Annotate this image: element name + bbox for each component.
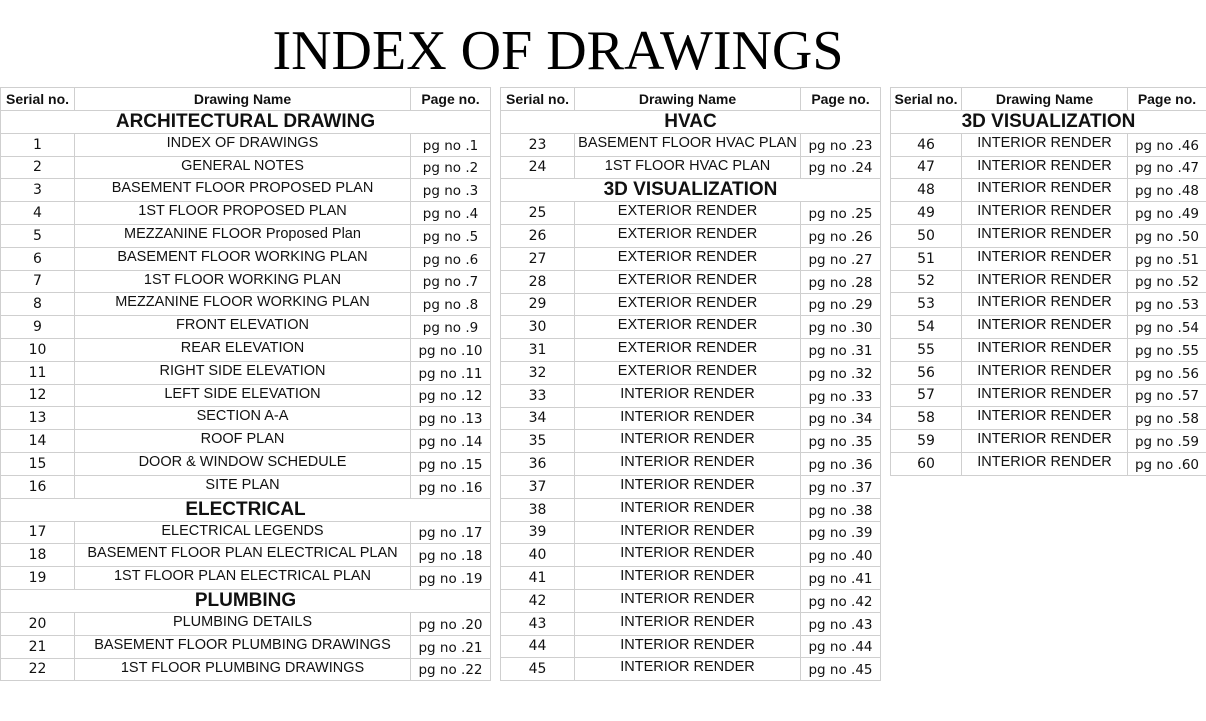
page-number: pg no .30 [801,316,881,339]
drawing-name: INTERIOR RENDER [575,635,801,658]
serial-number: 22 [1,658,75,681]
table-row [1,544,491,567]
section-heading: HVAC [501,110,881,133]
table-row [501,407,881,430]
serial-number: 59 [891,430,962,453]
page-number: pg no .17 [411,521,491,544]
table-row [1,270,491,293]
drawing-name: INTERIOR RENDER [962,316,1128,339]
page-number: pg no .48 [1128,179,1206,202]
serial-number: 43 [501,612,575,635]
drawing-name: BASEMENT FLOOR HVAC PLAN [575,133,801,156]
header-drawing-name: Drawing Name [575,88,801,111]
page-number: pg no .36 [801,453,881,476]
drawing-name: EXTERIOR RENDER [575,361,801,384]
page-number: pg no .34 [801,407,881,430]
table-row [501,225,881,248]
drawing-name: INTERIOR RENDER [575,567,801,590]
table-row [501,589,881,612]
serial-number: 5 [1,224,75,247]
page-number: pg no .9 [411,316,491,339]
page-number: pg no .24 [801,156,881,179]
serial-number: 49 [891,202,962,225]
drawing-name: MEZZANINE FLOOR Proposed Plan [75,224,411,247]
drawing-name: INTERIOR RENDER [962,270,1128,293]
table-row [1,224,491,247]
table-row [891,452,1206,475]
page-number: pg no .57 [1128,384,1206,407]
page-number: pg no .26 [801,225,881,248]
table-row [1,338,491,361]
page-number: pg no .18 [411,544,491,567]
serial-number: 17 [1,521,75,544]
table-row [1,133,491,156]
serial-number: 19 [1,567,75,590]
drawing-name: DOOR & WINDOW SCHEDULE [75,452,411,475]
table-row [501,453,881,476]
table-row [501,567,881,590]
drawing-name: INTERIOR RENDER [962,156,1128,179]
page-number: pg no .42 [801,589,881,612]
page-number: pg no .32 [801,361,881,384]
table-row [501,339,881,362]
drawing-name: RIGHT SIDE ELEVATION [75,361,411,384]
drawing-name: EXTERIOR RENDER [575,225,801,248]
serial-number: 36 [501,453,575,476]
serial-number: 12 [1,384,75,407]
drawing-name: INTERIOR RENDER [962,133,1128,156]
table-row [891,247,1206,270]
page-number: pg no .52 [1128,270,1206,293]
table-row [1,202,491,225]
page-number: pg no .51 [1128,247,1206,270]
page-number: pg no .44 [801,635,881,658]
page-number: pg no .50 [1128,224,1206,247]
table-row [891,407,1206,430]
table-row [1,635,491,658]
header-page: Page no. [801,88,881,111]
page-number: pg no .16 [411,475,491,498]
serial-number: 23 [501,133,575,156]
serial-number: 26 [501,225,575,248]
drawing-name: INTERIOR RENDER [575,384,801,407]
section-heading-row [1,498,491,521]
table-row [891,430,1206,453]
table-row [891,270,1206,293]
drawing-name: INTERIOR RENDER [962,407,1128,430]
serial-number: 37 [501,475,575,498]
drawing-name: 1ST FLOOR HVAC PLAN [575,156,801,179]
serial-number: 39 [501,521,575,544]
serial-number: 14 [1,430,75,453]
serial-number: 41 [501,567,575,590]
table-header-row [1,88,491,111]
table-row [891,338,1206,361]
drawing-name: 1ST FLOOR PROPOSED PLAN [75,202,411,225]
serial-number: 38 [501,498,575,521]
page-number: pg no .27 [801,247,881,270]
table-row [501,316,881,339]
table-row [501,133,881,156]
serial-number: 3 [1,179,75,202]
drawing-name: BASEMENT FLOOR PLAN ELECTRICAL PLAN [75,544,411,567]
serial-number: 52 [891,270,962,293]
drawing-name: EXTERIOR RENDER [575,202,801,225]
drawing-name: EXTERIOR RENDER [575,247,801,270]
table-row [1,156,491,179]
drawing-name: INTERIOR RENDER [962,361,1128,384]
page-number: pg no .22 [411,658,491,681]
section-heading-row [501,179,881,202]
table-row [1,179,491,202]
page-number: pg no .10 [411,338,491,361]
drawing-name: PLUMBING DETAILS [75,612,411,635]
header-page: Page no. [1128,88,1206,111]
page-number: pg no .60 [1128,452,1206,475]
page-number: pg no .4 [411,202,491,225]
table-row [501,658,881,681]
drawings-table-3 [890,87,1206,476]
page-number: pg no .35 [801,430,881,453]
table-row [501,156,881,179]
drawing-name: LEFT SIDE ELEVATION [75,384,411,407]
serial-number: 13 [1,407,75,430]
page-number: pg no .58 [1128,407,1206,430]
serial-number: 27 [501,247,575,270]
page-number: pg no .14 [411,430,491,453]
page-number: pg no .25 [801,202,881,225]
section-heading-row [891,110,1206,133]
page-number: pg no .38 [801,498,881,521]
serial-number: 57 [891,384,962,407]
section-heading-row [1,110,491,133]
serial-number: 54 [891,316,962,339]
table-row [891,179,1206,202]
serial-number: 11 [1,361,75,384]
drawing-name: INTERIOR RENDER [962,224,1128,247]
page-number: pg no .21 [411,635,491,658]
table-row [501,247,881,270]
serial-number: 30 [501,316,575,339]
serial-number: 45 [501,658,575,681]
serial-number: 48 [891,179,962,202]
serial-number: 33 [501,384,575,407]
header-page: Page no. [411,88,491,111]
page-number: pg no .53 [1128,293,1206,316]
table-row [501,270,881,293]
drawing-name: GENERAL NOTES [75,156,411,179]
drawing-name: ROOF PLAN [75,430,411,453]
table-row [1,452,491,475]
page-number: pg no .37 [801,475,881,498]
table-row [501,361,881,384]
table-row [1,658,491,681]
table-row [501,293,881,316]
serial-number: 40 [501,544,575,567]
serial-number: 20 [1,612,75,635]
page-number: pg no .19 [411,567,491,590]
drawing-name: 1ST FLOOR PLAN ELECTRICAL PLAN [75,567,411,590]
serial-number: 18 [1,544,75,567]
section-heading: 3D VISUALIZATION [501,179,881,202]
drawing-name: INDEX OF DRAWINGS [75,133,411,156]
table-row [1,430,491,453]
drawing-name: INTERIOR RENDER [575,475,801,498]
drawing-name: INTERIOR RENDER [962,179,1128,202]
page-number: pg no .59 [1128,430,1206,453]
table-row [501,202,881,225]
page-number: pg no .31 [801,339,881,362]
drawings-table-2 [500,87,881,681]
drawing-name: EXTERIOR RENDER [575,316,801,339]
drawing-name: INTERIOR RENDER [575,544,801,567]
table-row [501,544,881,567]
section-heading: PLUMBING [1,589,491,612]
table-row [891,133,1206,156]
serial-number: 15 [1,452,75,475]
table-row [891,316,1206,339]
drawing-name: INTERIOR RENDER [575,612,801,635]
section-heading-row [1,589,491,612]
section-heading: 3D VISUALIZATION [891,110,1206,133]
table-row [1,361,491,384]
section-heading: ELECTRICAL [1,498,491,521]
drawing-name: 1ST FLOOR PLUMBING DRAWINGS [75,658,411,681]
table-row [1,475,491,498]
serial-number: 60 [891,452,962,475]
drawing-name: ELECTRICAL LEGENDS [75,521,411,544]
drawing-name: EXTERIOR RENDER [575,339,801,362]
page-number: pg no .28 [801,270,881,293]
header-serial: Serial no. [1,88,75,111]
serial-number: 28 [501,270,575,293]
table-row [501,475,881,498]
serial-number: 6 [1,247,75,270]
serial-number: 24 [501,156,575,179]
serial-number: 31 [501,339,575,362]
drawing-name: BASEMENT FLOOR PLUMBING DRAWINGS [75,635,411,658]
header-drawing-name: Drawing Name [962,88,1128,111]
serial-number: 29 [501,293,575,316]
serial-number: 58 [891,407,962,430]
serial-number: 25 [501,202,575,225]
page-number: pg no .15 [411,452,491,475]
table-row [501,498,881,521]
drawing-name: INTERIOR RENDER [575,407,801,430]
table-row [1,612,491,635]
drawing-name: INTERIOR RENDER [575,589,801,612]
page-number: pg no .39 [801,521,881,544]
drawing-name: INTERIOR RENDER [962,338,1128,361]
page-number: pg no .5 [411,224,491,247]
drawing-name: SECTION A-A [75,407,411,430]
header-serial: Serial no. [501,88,575,111]
serial-number: 44 [501,635,575,658]
drawing-name: INTERIOR RENDER [962,247,1128,270]
page-number: pg no .47 [1128,156,1206,179]
drawing-name: BASEMENT FLOOR PROPOSED PLAN [75,179,411,202]
page-number: pg no .33 [801,384,881,407]
table-row [1,384,491,407]
serial-number: 35 [501,430,575,453]
serial-number: 50 [891,224,962,247]
table-header-row [891,88,1206,111]
page-number: pg no .41 [801,567,881,590]
page-number: pg no .55 [1128,338,1206,361]
drawing-name: INTERIOR RENDER [962,384,1128,407]
page-number: pg no .6 [411,247,491,270]
table-row [1,567,491,590]
drawing-name: INTERIOR RENDER [575,498,801,521]
serial-number: 7 [1,270,75,293]
serial-number: 32 [501,361,575,384]
serial-number: 1 [1,133,75,156]
serial-number: 53 [891,293,962,316]
serial-number: 4 [1,202,75,225]
page-number: pg no .40 [801,544,881,567]
drawing-name: 1ST FLOOR WORKING PLAN [75,270,411,293]
serial-number: 8 [1,293,75,316]
page-number: pg no .45 [801,658,881,681]
serial-number: 46 [891,133,962,156]
header-drawing-name: Drawing Name [75,88,411,111]
serial-number: 55 [891,338,962,361]
table-row [1,521,491,544]
page-number: pg no .3 [411,179,491,202]
table-row [891,156,1206,179]
page-number: pg no .11 [411,361,491,384]
table-row [891,202,1206,225]
drawing-name: MEZZANINE FLOOR WORKING PLAN [75,293,411,316]
section-heading-row [501,110,881,133]
header-serial: Serial no. [891,88,962,111]
table-row [501,635,881,658]
page-number: pg no .12 [411,384,491,407]
page-number: pg no .54 [1128,316,1206,339]
drawing-name: INTERIOR RENDER [575,453,801,476]
drawing-name: INTERIOR RENDER [575,658,801,681]
serial-number: 42 [501,589,575,612]
page-number: pg no .43 [801,612,881,635]
serial-number: 56 [891,361,962,384]
table-row [1,407,491,430]
page-number: pg no .29 [801,293,881,316]
table-header-row [501,88,881,111]
table-row [1,247,491,270]
serial-number: 2 [1,156,75,179]
table-row [501,521,881,544]
drawing-name: FRONT ELEVATION [75,316,411,339]
drawing-name: INTERIOR RENDER [962,202,1128,225]
serial-number: 47 [891,156,962,179]
table-row [891,384,1206,407]
table-row [891,224,1206,247]
drawing-name: INTERIOR RENDER [962,430,1128,453]
drawing-name: SITE PLAN [75,475,411,498]
page-number: pg no .2 [411,156,491,179]
drawings-table-1 [0,87,491,681]
page-number: pg no .7 [411,270,491,293]
section-heading: ARCHITECTURAL DRAWING [1,110,491,133]
page-number: pg no .46 [1128,133,1206,156]
drawing-name: EXTERIOR RENDER [575,270,801,293]
table-row [891,293,1206,316]
table-row [501,430,881,453]
serial-number: 10 [1,338,75,361]
serial-number: 34 [501,407,575,430]
page-number: pg no .49 [1128,202,1206,225]
serial-number: 21 [1,635,75,658]
drawing-name: REAR ELEVATION [75,338,411,361]
drawing-name: INTERIOR RENDER [962,293,1128,316]
serial-number: 16 [1,475,75,498]
table-row [501,384,881,407]
page-number: pg no .13 [411,407,491,430]
serial-number: 9 [1,316,75,339]
table-row [501,612,881,635]
page-number: pg no .56 [1128,361,1206,384]
table-row [1,316,491,339]
drawing-name: EXTERIOR RENDER [575,293,801,316]
page-number: pg no .1 [411,133,491,156]
page-number: pg no .20 [411,612,491,635]
drawing-name: INTERIOR RENDER [575,430,801,453]
drawing-name: BASEMENT FLOOR WORKING PLAN [75,247,411,270]
table-row [1,293,491,316]
drawing-name: INTERIOR RENDER [962,452,1128,475]
drawing-name: INTERIOR RENDER [575,521,801,544]
serial-number: 51 [891,247,962,270]
page-number: pg no .8 [411,293,491,316]
table-row [891,361,1206,384]
page-title: INDEX OF DRAWINGS [272,20,844,82]
page-number: pg no .23 [801,133,881,156]
